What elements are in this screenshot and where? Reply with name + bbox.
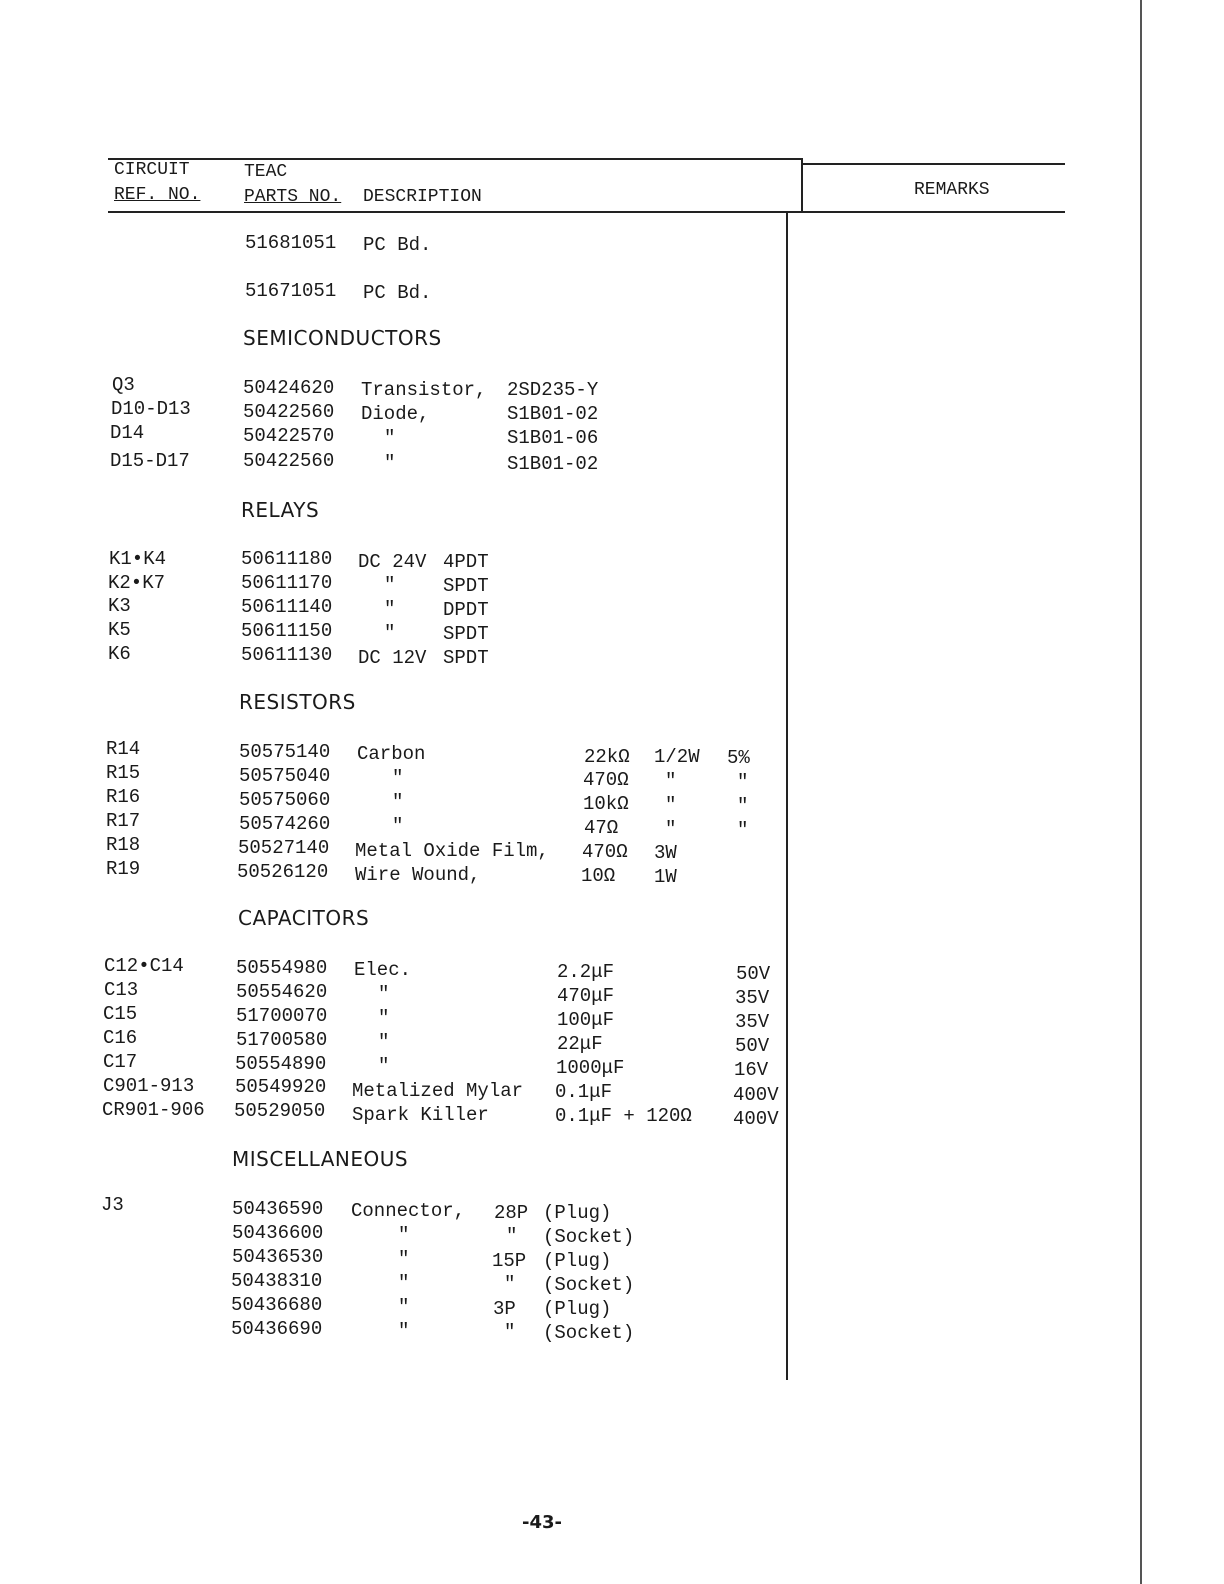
value: 470μF <box>557 985 615 1007</box>
header-remarks: REMARKS <box>914 180 990 200</box>
description: Diode, <box>361 403 430 425</box>
part-no: 50436690 <box>231 1318 323 1340</box>
part-no: 50438310 <box>231 1270 323 1292</box>
ditto-mark: " <box>378 1007 390 1029</box>
ditto-mark: " <box>392 815 404 837</box>
part-no: 50611130 <box>241 644 333 666</box>
ref-no: C17 <box>103 1051 138 1073</box>
ref-no: R18 <box>106 834 141 856</box>
ditto-mark: " <box>392 767 404 789</box>
ditto-mark: " <box>737 795 749 817</box>
header-teac-line1: TEAC <box>244 162 288 182</box>
ref-no: R19 <box>106 858 141 880</box>
value: 10Ω <box>581 865 616 887</box>
page-number: -43- <box>522 1512 562 1533</box>
ditto-mark: " <box>737 771 749 793</box>
ref-no: Q3 <box>112 374 135 396</box>
connector-kind: (Socket) <box>543 1226 635 1248</box>
ditto-mark: " <box>504 1273 516 1295</box>
part-no: 50611180 <box>241 548 333 570</box>
voltage: 35V <box>735 987 770 1009</box>
part-no: 50575140 <box>239 741 331 763</box>
ditto-mark: " <box>398 1224 410 1246</box>
ditto-mark: " <box>504 1321 516 1343</box>
connector-kind: (Plug) <box>543 1250 612 1272</box>
connector-kind: (Socket) <box>543 1322 635 1344</box>
board-part-no: 51671051 <box>245 280 337 302</box>
voltage: 16V <box>734 1059 769 1081</box>
header-circuit-ref-line1: CIRCUIT <box>114 160 190 180</box>
value: 2.2μF <box>557 961 615 983</box>
connector-kind: (Plug) <box>543 1202 612 1224</box>
description: Spark Killer <box>352 1104 489 1126</box>
board-description: PC Bd. <box>363 234 432 256</box>
value: 100μF <box>557 1009 615 1031</box>
type: 2SD235-Y <box>507 379 599 401</box>
description: Carbon <box>357 743 426 765</box>
part-no: 50436530 <box>232 1246 324 1268</box>
header-parts-no: PARTS NO. <box>244 187 342 207</box>
part-no: 50554980 <box>236 957 328 979</box>
part-no: 50611150 <box>241 620 333 642</box>
part-no: 50554620 <box>236 981 328 1003</box>
ref-no: K2•K7 <box>108 572 166 594</box>
wattage: 3W <box>654 842 677 864</box>
ref-no: C901-913 <box>103 1075 195 1097</box>
part-no: 50422560 <box>243 401 335 423</box>
ref-no: K3 <box>108 595 131 617</box>
ref-no: C13 <box>104 979 139 1001</box>
part-no: 50575060 <box>239 789 331 811</box>
ditto-mark: " <box>665 818 677 840</box>
section-heading-miscellaneous: MISCELLANEOUS <box>232 1147 409 1171</box>
value: 1000μF <box>556 1057 625 1079</box>
section-heading-capacitors: CAPACITORS <box>238 906 370 930</box>
pins: 15P <box>492 1250 527 1272</box>
section-heading-resistors: RESISTORS <box>239 690 356 714</box>
pins: 28P <box>494 1202 529 1224</box>
connector-kind: (Plug) <box>543 1298 612 1320</box>
header-top-rule <box>108 158 803 160</box>
wattage: 1/2W <box>654 746 700 768</box>
part-no: 51700580 <box>236 1029 328 1051</box>
description: Transistor, <box>361 379 487 401</box>
voltage: 50V <box>735 1035 770 1057</box>
voltage: 35V <box>735 1011 770 1033</box>
ref-no: D10-D13 <box>111 398 191 420</box>
type: DPDT <box>443 599 489 621</box>
part-no: 50611140 <box>241 596 333 618</box>
description: Connector, <box>351 1200 466 1222</box>
ditto-mark: " <box>384 622 396 644</box>
wattage: 1W <box>654 866 677 888</box>
value: 10kΩ <box>583 793 629 815</box>
type: S1B01-06 <box>507 427 599 449</box>
ditto-mark: " <box>398 1272 410 1294</box>
type: SPDT <box>443 575 489 597</box>
part-no: 51700070 <box>236 1005 328 1027</box>
ditto-mark: " <box>378 1031 390 1053</box>
ref-no: C12•C14 <box>104 955 184 977</box>
ref-no: K6 <box>108 643 131 665</box>
ditto-mark: " <box>506 1225 518 1247</box>
value: 0.1μF + 120Ω <box>555 1105 692 1127</box>
page-right-edge-line <box>1140 0 1142 1584</box>
voltage: 400V <box>733 1108 779 1130</box>
type: SPDT <box>443 623 489 645</box>
ref-no: C15 <box>103 1003 138 1025</box>
ref-no: R16 <box>106 786 141 808</box>
ref-no: R17 <box>106 810 141 832</box>
description: DC 24V <box>358 551 427 573</box>
ditto-mark: " <box>398 1320 410 1342</box>
connector-kind: (Socket) <box>543 1274 635 1296</box>
value: 22μF <box>557 1033 603 1055</box>
part-no: 50575040 <box>239 765 331 787</box>
header-description: DESCRIPTION <box>363 187 482 207</box>
type: 4PDT <box>443 551 489 573</box>
ditto-mark: " <box>384 452 396 474</box>
header-bottom-rule <box>108 211 1065 213</box>
ditto-mark: " <box>737 819 749 841</box>
part-no: 50611170 <box>241 572 333 594</box>
board-description: PC Bd. <box>363 282 432 304</box>
type: SPDT <box>443 647 489 669</box>
ditto-mark: " <box>384 574 396 596</box>
part-no: 50436680 <box>231 1294 323 1316</box>
part-no: 50554890 <box>235 1053 327 1075</box>
ref-no: K1•K4 <box>109 548 167 570</box>
ditto-mark: " <box>398 1248 410 1270</box>
ref-no: CR901-906 <box>102 1099 205 1121</box>
part-no: 50422560 <box>243 450 335 472</box>
section-heading-relays: RELAYS <box>241 498 320 522</box>
value: 22kΩ <box>584 746 630 768</box>
ref-no: R15 <box>106 762 141 784</box>
ref-no: K5 <box>108 619 131 641</box>
section-heading-semiconductors: SEMICONDUCTORS <box>243 326 442 350</box>
header-circuit-ref-line2: REF. NO. <box>114 185 201 205</box>
ditto-mark: " <box>378 1055 390 1077</box>
description: Metal Oxide Film, <box>355 840 549 862</box>
part-no: 50529050 <box>234 1100 326 1122</box>
ditto-mark: " <box>378 983 390 1005</box>
description: Metalized Mylar <box>352 1080 524 1102</box>
ref-no: J3 <box>101 1194 124 1216</box>
header-top-rule-right <box>803 163 1065 165</box>
value: 47Ω <box>584 817 619 839</box>
ditto-mark: " <box>392 791 404 813</box>
tolerance: 5% <box>727 747 750 769</box>
part-no: 50436600 <box>232 1222 324 1244</box>
remarks-column-divider <box>801 158 803 212</box>
value: 0.1μF <box>555 1081 613 1103</box>
value: 470Ω <box>583 769 629 791</box>
ditto-mark: " <box>384 598 396 620</box>
part-no: 50436590 <box>232 1198 324 1220</box>
type: S1B01-02 <box>507 403 599 425</box>
part-no: 50527140 <box>238 837 330 859</box>
description: Wire Wound, <box>355 864 481 886</box>
ditto-mark: " <box>665 794 677 816</box>
part-no: 50424620 <box>243 377 335 399</box>
remarks-column-divider-body <box>786 212 788 1380</box>
ditto-mark: " <box>665 770 677 792</box>
description: DC 12V <box>358 647 427 669</box>
description: Elec. <box>354 959 412 981</box>
ref-no: D15-D17 <box>110 450 190 472</box>
part-no: 50526120 <box>237 861 329 883</box>
voltage: 400V <box>733 1084 779 1106</box>
ditto-mark: " <box>384 427 396 449</box>
pins: 3P <box>493 1298 516 1320</box>
part-no: 50574260 <box>239 813 331 835</box>
ref-no: R14 <box>106 738 141 760</box>
ditto-mark: " <box>398 1296 410 1318</box>
part-no: 50549920 <box>235 1076 327 1098</box>
board-part-no: 51681051 <box>245 232 337 254</box>
part-no: 50422570 <box>243 425 335 447</box>
ref-no: D14 <box>110 422 145 444</box>
type: S1B01-02 <box>507 453 599 475</box>
value: 470Ω <box>582 841 628 863</box>
ref-no: C16 <box>103 1027 138 1049</box>
voltage: 50V <box>736 963 771 985</box>
